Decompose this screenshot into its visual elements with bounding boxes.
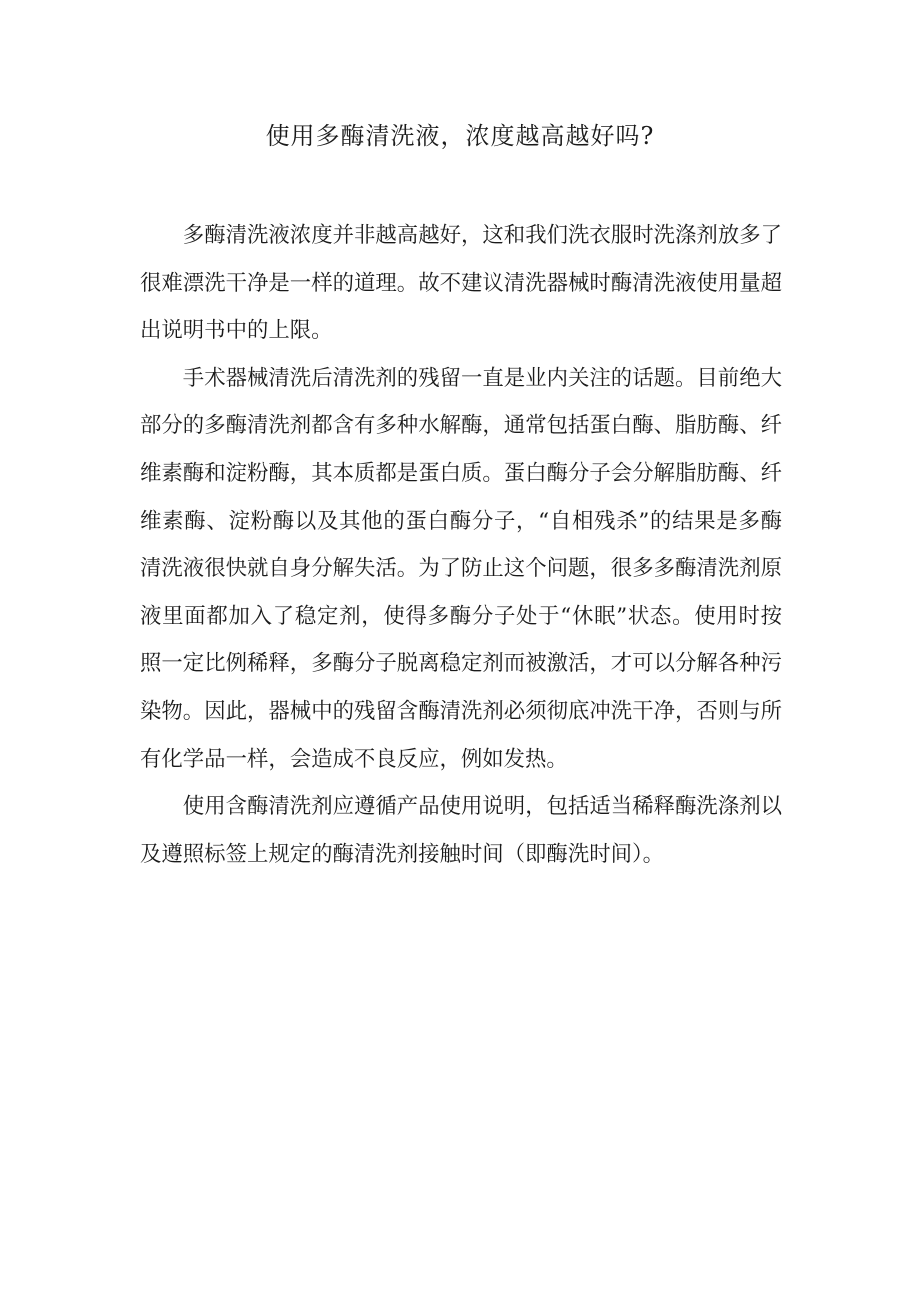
- document-title: 使用多酶清洗液，浓度越高越好吗?: [265, 122, 655, 150]
- document-body: [140, 212, 782, 878]
- paragraph-1: 多酶清洗液浓度并非越高越好，这和我们洗衣服时洗涤剂放多了很难漂洗干净是一样的道理。故不建议清洗器械时酶清洗液使用量超出说明书中的上限。: [140, 223, 782, 344]
- paragraph-2: 手术器械清洗后清洗剂的残留一直是业内关注的话题。目前绝大部分的多酶清洗剂都含有多种水解酶，通常包括蛋白酶、脂肪酶、纤维素酶和淀粉酶，其本质都是蛋白质。蛋白酶分子会分解脂肪酶、纤维素酶、淀粉酶以及其他的蛋白酶分子，“自相残杀”的结果是多酶清洗液很快就自身分解失活。为了防止这个问题，很多多酶清洗剂原液里面都加入了稳定剂，使得多酶分子处于“休眠”状态。使用时按照一定比例稀释，多酶分子脱离稳定剂而被激活，才可以分解各种污染物。因此，器械中的残留含酶清洗剂必须彻底冲洗干净，否则与所有化学品一样，会造成不良反应，例如发热。: [140, 365, 782, 772]
- paragraph-3: 使用含酶清洗剂应遵循产品使用说明，包括适当稀释酶洗涤剂以及遵照标签上规定的酶清洗剂接触时间（即酶洗时间）。: [140, 794, 782, 867]
